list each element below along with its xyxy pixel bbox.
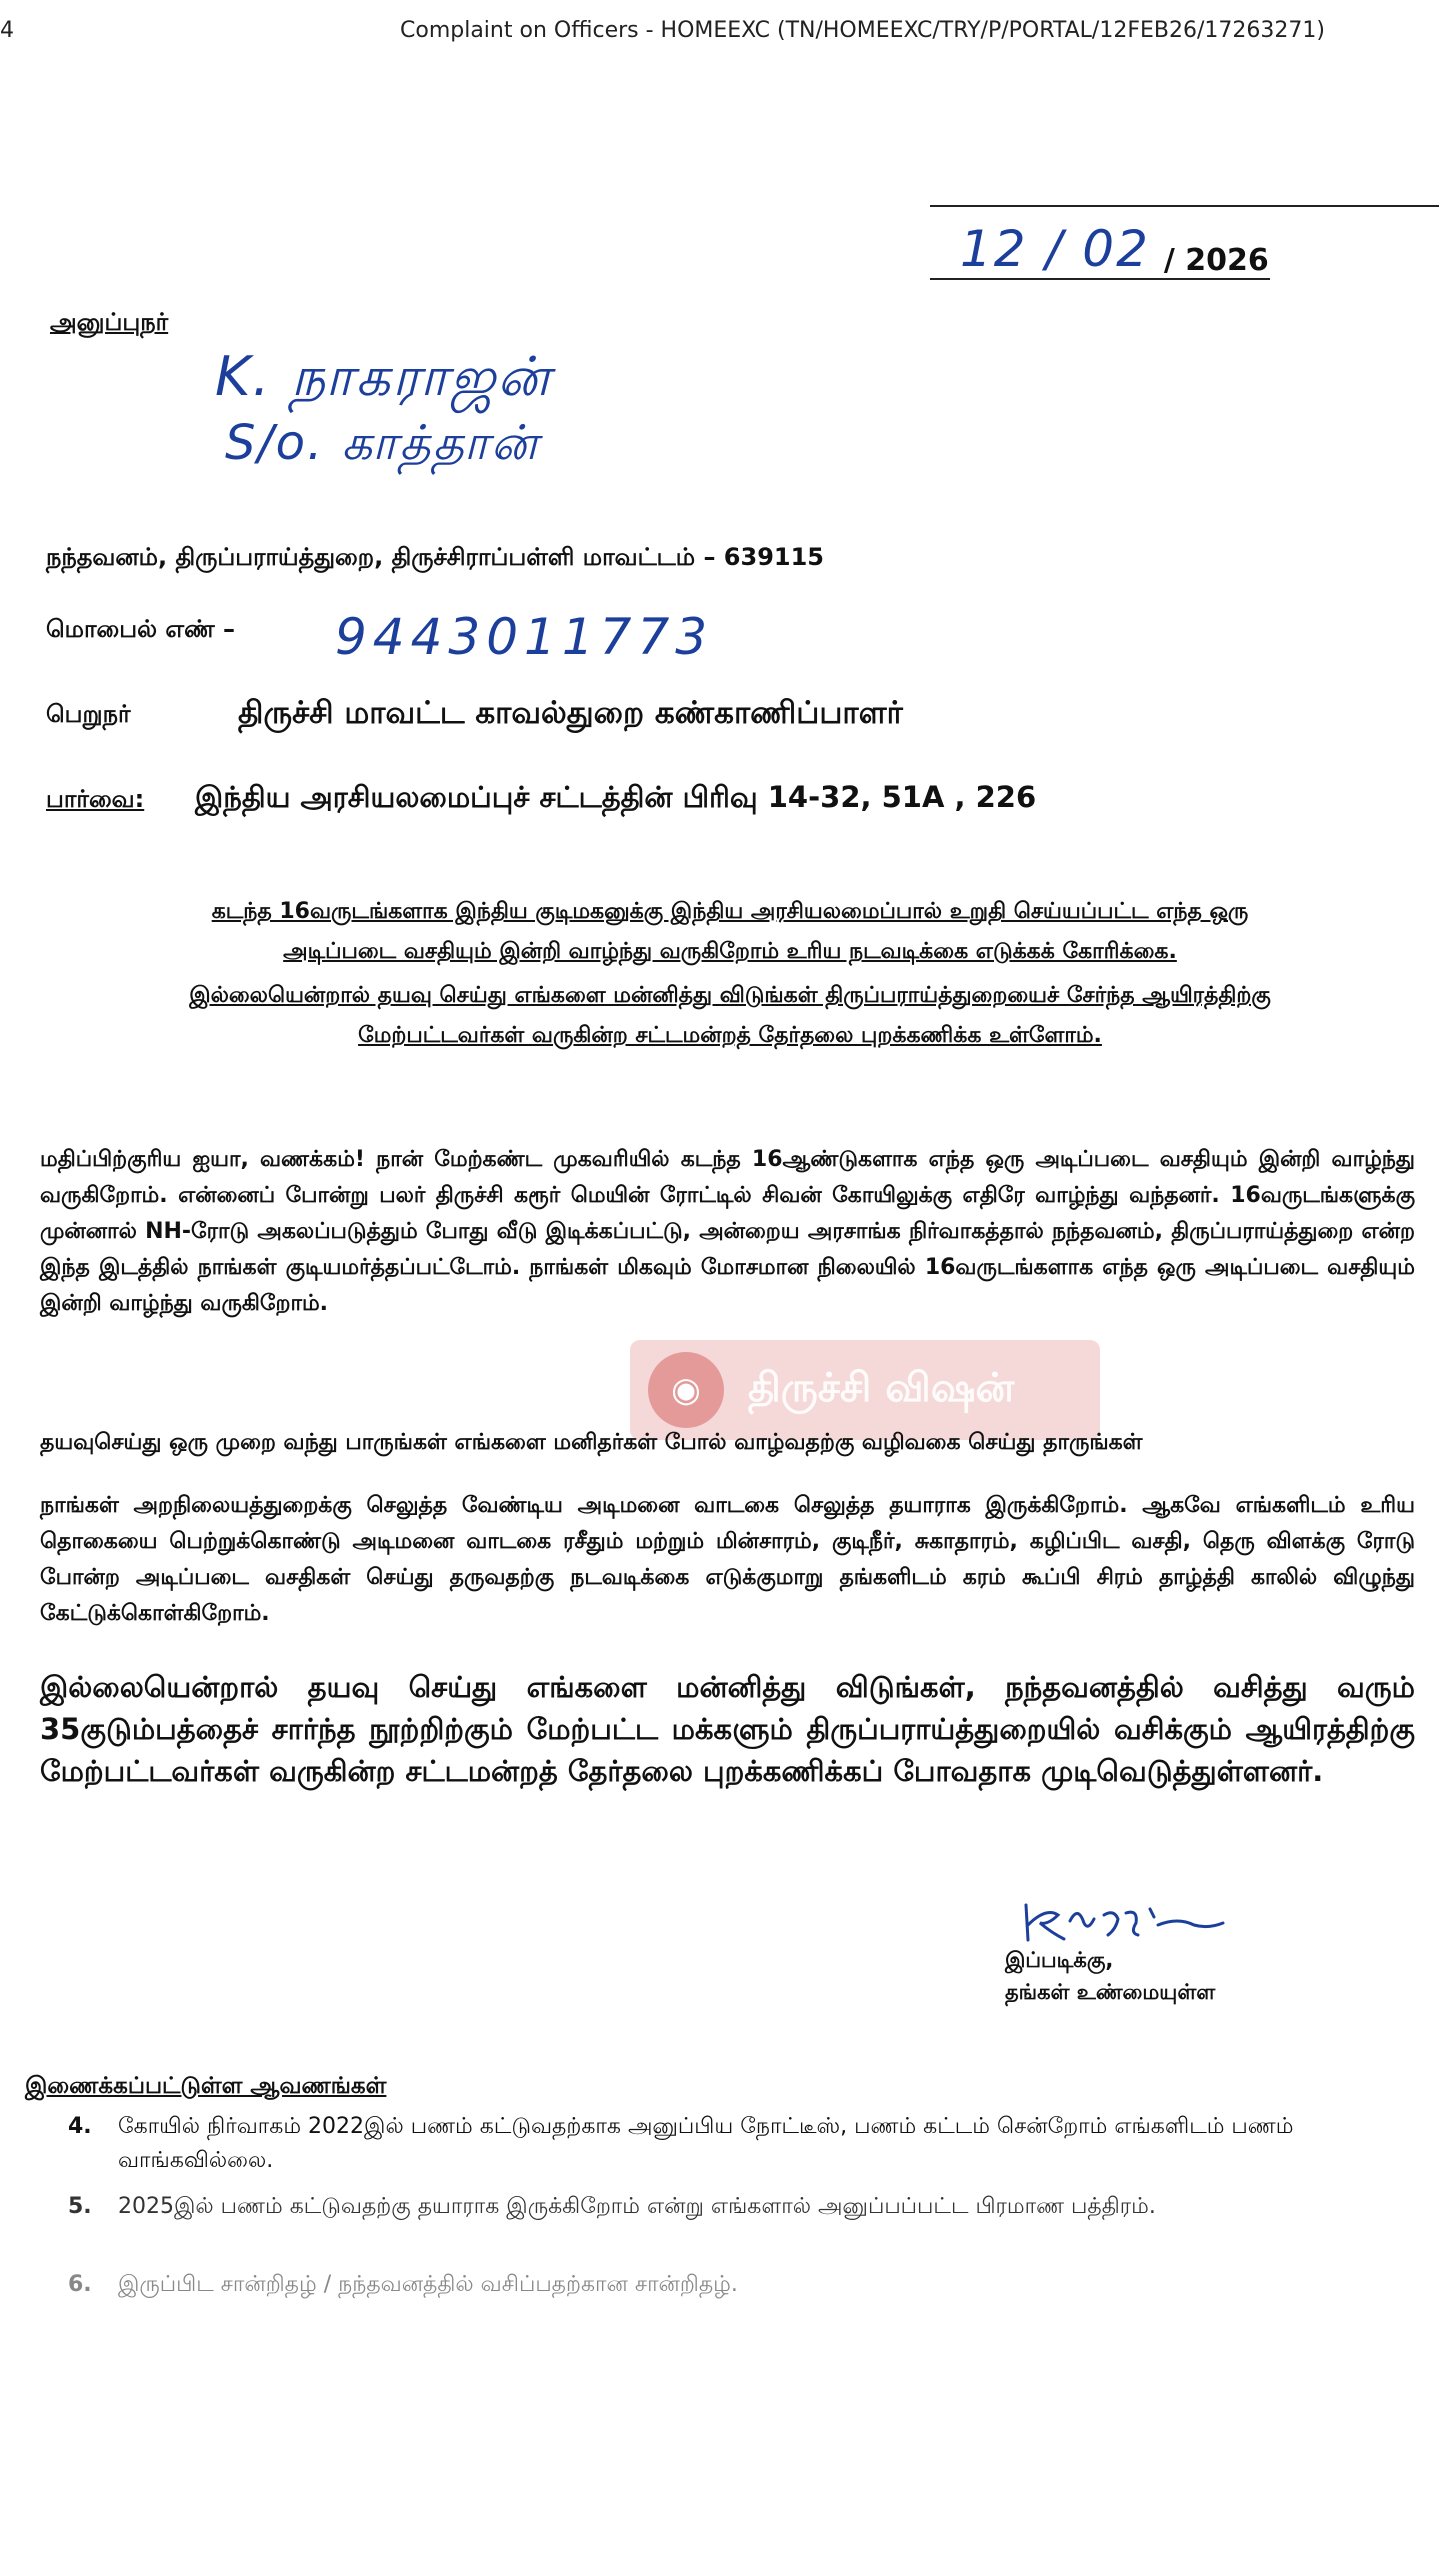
reference-label: பார்வை: (46, 785, 145, 813)
subject-line-2: அடிப்படை வசதியும் இன்றி வாழ்ந்து வருகிறோம் உரிய நடவடிக்கை எடுக்கக் கோரிக்கை. (283, 939, 1177, 964)
recipient-name: திருச்சி மாவட்ட காவல்துறை கண்காணிப்பாளர் (238, 695, 903, 731)
body-paragraph-2: தயவுசெய்து ஒரு முறை வந்து பாருங்கள் எங்களை மனிதர்கள் போல் வாழ்வதற்கு வழிவகை செய்து தாருங்கள் (40, 1430, 1143, 1455)
mobile-number: 9443011773 (335, 608, 714, 666)
date-block (960, 220, 1269, 278)
date-bottom-line (930, 278, 1270, 280)
watermark-logo-icon: ◉ (648, 1352, 724, 1428)
date-year: / 2026 (1163, 243, 1269, 278)
document-header: Complaint on Officers - HOMEEXC (TN/HOMEEXC/TRY/P/PORTAL/12FEB26/17263271) (400, 18, 1325, 43)
signature-mark (1018, 1895, 1278, 1955)
body-paragraph-4: இல்லையென்றால் தயவு செய்து எங்களை மன்னித்து விடுங்கள், நந்தவனத்தில் வசித்து வரும் 35குடும்பத்தைச் சார்ந்த நூற்றிற்கும் மேற்பட்ட மக்களும் திருப்பராய்த்துறையில் வசிக்கும் ஆயிரத்திற்கு மேற்பட்டவர்கள் வருகின்ற சட்டமன்றத் தேர்தலை புறக்கணிக்கப் போவதாக முடிவெடுத்துள்ளனர். (40, 1670, 1415, 1788)
body-paragraph-3: நாங்கள் அறநிலையத்துறைக்கு செலுத்த வேண்டிய அடிமனை வாடகை செலுத்த தயாராக இருக்கிறோம். ஆகவே எங்களிடம் உரிய தொகையை பெற்றுக்கொண்டு அடிமனை வாடகை ரசீதும் மற்றும் மின்சாரம், குடிநீர், சுகாதாரம், கழிப்பிட வசதி, தெரு விளக்கு ரோடு போன்ற அடிப்படை வசதிகள் செய்து தருவதற்கு நடவடிக்கை எடுக்குமாறு தங்களிடம் கரம் கூப்பி சிரம் தாழ்த்தி காலில் விழுந்து கேட்டுக்கொள்கிறோம். (40, 1493, 1415, 1626)
subject-line-4: மேற்பட்டவர்கள் வருகின்ற சட்டமன்றத் தேர்தலை புறக்கணிக்க உள்ளோம். (358, 1023, 1102, 1048)
attachments-title: இணைக்கப்பட்டுள்ள ஆவணங்கள் (25, 2073, 387, 2099)
sender-father: S/o. காத்தான் (225, 415, 540, 471)
attachment-item (68, 2268, 1408, 2302)
attachment-number: 5. (68, 2194, 92, 2219)
sender-name: K. நாகராஜன் (215, 345, 552, 408)
closing-line-1: இப்படிக்கு, (1005, 1948, 1114, 1972)
subject-line-3: இல்லையென்றால் தயவு செய்து எங்களை மன்னித்து விடுங்கள் திருப்பராய்த்துறையைச் சேர்ந்த ஆயிரத்திற்கு (189, 983, 1271, 1008)
attachment-number: 6. (68, 2272, 92, 2297)
sender-address: நந்தவனம், திருப்பராய்த்துறை, திருச்சிராப்பள்ளி மாவட்டம் – 639115 (46, 543, 824, 571)
closing-line-2: தங்கள் உண்மையுள்ள (1005, 1980, 1216, 2004)
attachment-text: 2025இல் பணம் கட்டுவதற்கு தயாராக இருக்கிறோம் என்று எங்களால் அனுப்பப்பட்ட பிரமாண பத்திரம். (118, 2194, 1156, 2219)
attachment-number: 4. (68, 2114, 92, 2139)
date-handwritten: 12 / 02 (960, 220, 1150, 278)
page-number: 4 (0, 18, 14, 43)
subject-block (40, 895, 1420, 1053)
signature (1018, 1895, 1278, 1955)
sender-label: அனுப்புநர் (50, 308, 169, 336)
watermark-text: திருச்சி விஷன் (748, 1364, 1015, 1411)
reference-text: இந்திய அரசியலமைப்புச் சட்டத்தின் பிரிவு 14-32, 51A , 226 (195, 780, 1037, 814)
attachment-text: இருப்பிட சான்றிதழ் / நந்தவனத்தில் வசிப்பதற்கான சான்றிதழ். (118, 2272, 738, 2297)
date-top-line (930, 205, 1439, 207)
mobile-label: மொபைல் எண் – (46, 615, 235, 643)
attachment-text: கோயில் நிர்வாகம் 2022இல் பணம் கட்டுவதற்காக அனுப்பிய நோட்டீஸ், பணம் கட்டம் சென்றோம் எங்களிடம் பணம் வாங்கவில்லை. (118, 2114, 1294, 2173)
attachment-item (68, 2190, 1408, 2224)
subject-line-1: கடந்த 16வருடங்களாக இந்திய குடிமகனுக்கு இந்திய அரசியலமைப்பால் உறுதி செய்யப்பட்ட எந்த ஒரு (211, 899, 1249, 924)
attachment-item (68, 2110, 1408, 2178)
recipient-label: பெறுநர் (46, 700, 131, 728)
body-paragraph-1: மதிப்பிற்குரிய ஐயா, வணக்கம்! நான் மேற்கண்ட முகவரியில் கடந்த 16ஆண்டுகளாக எந்த ஒரு அடிப்படை வசதியும் இன்றி வாழ்ந்து வருகிறோம். என்னைப் போன்று பலர் திருச்சி கரூர் மெயின் ரோட்டில் சிவன் கோயிலுக்கு எதிரே வாழ்ந்து வந்தனர். 16வருடங்களுக்கு முன்னால் NH-ரோடு அகலப்படுத்தும் போது வீடு இடிக்கப்பட்டு, அன்றைய அரசாங்க நிர்வாகத்தால் நந்தவனம், திருப்பராய்த்துறை என்ற இந்த இடத்தில் நாங்கள் குடியமர்த்தப்பட்டோம். நாங்கள் மிகவும் மோசமான நிலையில் 16வருடங்களாக எந்த ஒரு அடிப்படை வசதியும் இன்றி வாழ்ந்து வருகிறோம். (40, 1147, 1415, 1316)
